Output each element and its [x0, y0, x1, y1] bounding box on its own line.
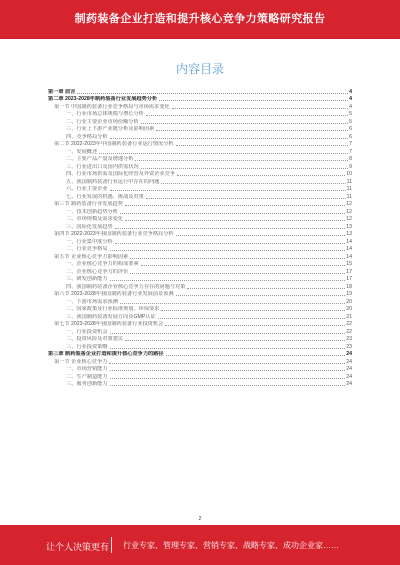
toc-entry-label: 三、我国制药装备发展方向及GMP认证	[66, 313, 156, 320]
toc-entry-page: 19	[346, 291, 352, 297]
toc-entry-label: 二、主要产品产量及增速分析	[66, 156, 134, 162]
toc-leader-dots	[176, 235, 346, 236]
toc-entry-label: 三、研发创新能力	[66, 276, 108, 282]
toc-entry-label: 三、服务创新能力	[66, 381, 108, 387]
toc-entry-page: 7	[349, 141, 352, 147]
toc-leader-dots	[141, 168, 348, 169]
toc-entry-page: 4	[349, 103, 352, 110]
toc-entry-label: 二、行业竞争格局	[66, 246, 108, 252]
toc-entry-page: 6	[349, 133, 352, 140]
toc-entry-label: 四、行业市场供需及国际化经营及外资企业竞争	[66, 171, 175, 177]
toc-entry[interactable]	[48, 88, 352, 96]
toc-leader-dots	[110, 280, 346, 281]
toc-leader-dots	[166, 355, 346, 356]
toc-entry-label: 第四节 2022-2023年我国制药装备行业竞争格局分析	[54, 231, 174, 237]
toc-entry-label: 三、行业投资策略	[66, 343, 108, 350]
toc-entry[interactable]	[48, 133, 352, 141]
toc-entry[interactable]	[48, 238, 352, 246]
toc-entry[interactable]	[48, 216, 352, 224]
toc-entry-page: 9	[349, 163, 352, 170]
toc-leader-dots	[115, 243, 346, 244]
toc-entry-label: 二、生产制造能力	[66, 373, 108, 380]
toc-entry-page: 17	[346, 268, 352, 275]
toc-entry-page: 14	[346, 253, 352, 260]
toc-entry-page: 11	[346, 193, 352, 200]
toc-entry[interactable]	[48, 268, 352, 276]
toc-entry[interactable]	[48, 118, 352, 126]
toc-entry[interactable]	[48, 283, 352, 291]
toc-entry[interactable]	[48, 306, 352, 314]
toc-leader-dots	[110, 370, 346, 371]
toc-entry[interactable]	[48, 328, 352, 336]
toc-entry[interactable]	[48, 193, 352, 201]
toc-leader-dots	[159, 100, 348, 101]
toc-entry-label: 五、我国制药装备行业运行中存在的问题	[66, 178, 160, 185]
toc-entry-page: 5	[349, 111, 352, 117]
toc-leader-dots	[177, 175, 345, 176]
toc-entry-page: 24	[346, 358, 352, 365]
toc-entry[interactable]	[48, 351, 352, 359]
toc-entry-page: 10	[346, 171, 352, 177]
toc-entry-page: 11	[346, 186, 352, 192]
toc-entry-page: 11	[346, 178, 352, 185]
toc-entry-page: 14	[346, 246, 352, 252]
toc-entry-label: 第一节 企业核心竞争力	[54, 358, 108, 365]
toc-entry-label: 二、市场规模及需求变化	[66, 216, 124, 222]
toc-leader-dots	[176, 145, 348, 146]
toc-entry[interactable]	[48, 171, 352, 179]
toc-entry[interactable]	[48, 343, 352, 351]
toc-entry[interactable]	[48, 178, 352, 186]
toc-entry-page: 23	[346, 336, 352, 342]
toc-entry[interactable]	[48, 186, 352, 194]
toc-entry-page: 20	[346, 306, 352, 312]
toc-entry[interactable]	[48, 261, 352, 269]
toc-entry-label: 第五节 企业核心竞争力影响因素	[54, 253, 129, 260]
toc-leader-dots	[141, 265, 346, 266]
toc-entry[interactable]	[48, 298, 352, 306]
toc-entry[interactable]	[48, 276, 352, 284]
footer-bar	[0, 525, 400, 565]
toc-leader-dots	[176, 295, 346, 296]
toc-entry-page: 24	[346, 381, 352, 387]
toc-entry-label: 第三章 制药装备企业打造和提升核心竞争力的路径	[48, 351, 164, 357]
toc-leader-dots	[130, 273, 345, 274]
toc-entry-label: 第六节 2023-2028年我国制药装备行业发展前景预测	[54, 291, 174, 297]
toc-entry[interactable]	[48, 156, 352, 164]
toc-entry-page: 22	[346, 328, 352, 335]
toc-entry[interactable]	[48, 126, 352, 134]
toc-leader-dots	[172, 108, 349, 109]
toc-entry-label: 二、企业核心竞争力的评价	[66, 268, 129, 275]
toc-entry-label: 一、发展概述	[66, 148, 98, 155]
toc-entry[interactable]	[48, 321, 352, 329]
toc-leader-dots	[165, 325, 345, 326]
toc-leader-dots	[109, 363, 345, 364]
toc-entry-page: 4	[349, 88, 352, 95]
report-title: 制药装备企业打造和提升核心竞争力策略研究报告	[74, 13, 326, 25]
footer-divider	[111, 537, 112, 553]
toc-leader-dots	[161, 310, 345, 311]
toc-entry-page: 18	[346, 283, 352, 290]
toc-entry[interactable]	[48, 313, 352, 321]
toc-entry-page: 5	[349, 118, 352, 125]
toc-entry-label: 三、行业进出口及国内供需状况	[66, 163, 139, 170]
toc-entry-page: 13	[346, 223, 352, 230]
toc-entry-label: 一、市场营销能力	[66, 366, 108, 372]
toc-entry-label: 三、行业上下游产业链分析及影响因素	[66, 126, 155, 132]
toc-entry-label: 第一节 中国制药装备行业竞争格局与市场需求变化	[54, 103, 170, 110]
toc-entry-label: 一、企业核心竞争力的构成要素	[66, 261, 139, 267]
toc-leader-dots	[110, 190, 346, 191]
toc-leader-dots	[110, 378, 346, 379]
toc-leader-dots	[141, 123, 348, 124]
toc-entry-label: 一、下游市场需求预测	[66, 298, 118, 305]
toc-entry-page: 15	[346, 261, 352, 267]
toc-entry[interactable]	[48, 373, 352, 381]
table-of-contents	[48, 88, 352, 388]
toc-entry-page: 24	[346, 373, 352, 380]
toc-entry-page: 20	[346, 298, 352, 305]
toc-leader-dots	[125, 220, 345, 221]
toc-entry-page: 17	[346, 276, 352, 282]
toc-entry-label: 第三节 制药装备行业发展趋势	[54, 201, 123, 207]
footer-experts: 行业专家、管理专家、营销专家、战略专家、成功企业家……	[123, 541, 339, 550]
toc-entry-label: 六、行业主要企业	[66, 186, 108, 192]
toc-entry[interactable]	[48, 223, 352, 231]
toc-leader-dots	[146, 198, 346, 199]
toc-leader-dots	[110, 333, 346, 334]
toc-entry-label: 第一章 前言	[48, 88, 76, 95]
toc-leader-dots	[161, 183, 345, 184]
toc-entry-label: 二、投资风险及对策建议	[66, 336, 124, 342]
toc-entry-page: 8	[349, 156, 352, 162]
toc-entry[interactable]	[48, 336, 352, 344]
toc-entry-label: 七、行业发展的机遇、挑战及对策	[66, 193, 144, 200]
toc-entry-page: 21	[346, 313, 352, 320]
toc-entry-page: 24	[346, 351, 352, 357]
toc-leader-dots	[77, 93, 348, 94]
toc-leader-dots	[130, 258, 345, 259]
toc-entry-page: 7	[349, 148, 352, 155]
toc-leader-dots	[110, 250, 346, 251]
toc-entry-label: 第七节 2023-2028年我国制药装备行业投资机会	[54, 321, 164, 327]
toc-leader-dots	[158, 318, 346, 319]
toc-entry[interactable]	[48, 208, 352, 216]
toc-leader-dots	[120, 303, 345, 304]
toc-entry-label: 一、行业市场总体规模与增长分析	[66, 111, 144, 117]
toc-entry-page: 14	[346, 238, 352, 245]
toc-entry[interactable]	[48, 103, 352, 111]
toc-entry[interactable]	[48, 358, 352, 366]
toc-entry[interactable]	[48, 231, 352, 239]
toc-entry-page: 13	[346, 231, 352, 237]
toc-entry[interactable]	[48, 253, 352, 261]
toc-entry[interactable]	[48, 201, 352, 209]
toc-entry[interactable]	[48, 148, 352, 156]
toc-entry[interactable]	[48, 366, 352, 374]
toc-entry-page: 12	[346, 216, 352, 222]
toc-entry-label: 第二节 2022-2023年中国制药装备行业运行情况分析	[54, 141, 174, 147]
toc-leader-dots	[187, 288, 345, 289]
toc-entry-label: 二、行业主要企业市场份额分析	[66, 118, 139, 125]
toc-leader-dots	[110, 348, 346, 349]
page-number: 2	[198, 516, 202, 522]
toc-entry[interactable]	[48, 246, 352, 254]
toc-entry-page: 23	[346, 343, 352, 350]
toc-entry-page: 12	[346, 201, 352, 207]
toc-leader-dots	[135, 160, 348, 161]
toc-entry-label: 第二章 2023-2028年制药装备行业发展趋势分析	[48, 96, 158, 102]
toc-entry-page: 4	[349, 96, 352, 102]
toc-entry-page: 24	[346, 366, 352, 372]
toc-entry-label: 四、竞争格局分析	[66, 133, 108, 140]
toc-entry-page: 22	[346, 321, 352, 327]
toc-leader-dots	[146, 115, 348, 116]
toc-heading: 内容目录	[175, 62, 224, 76]
toc-entry-label: 一、行业投资机会	[66, 328, 108, 335]
toc-entry[interactable]	[48, 291, 352, 299]
toc-leader-dots	[110, 138, 349, 139]
toc-entry[interactable]	[48, 111, 352, 119]
toc-leader-dots	[120, 213, 345, 214]
toc-leader-dots	[156, 130, 348, 131]
footer-slogan: 让个人决策更有	[46, 542, 110, 552]
toc-entry[interactable]	[48, 163, 352, 171]
toc-leader-dots	[115, 228, 346, 229]
toc-entry-page: 12	[346, 208, 352, 215]
toc-entry-label: 二、国家政策及行业标准规划、环保要求	[66, 306, 160, 312]
toc-entry[interactable]	[48, 96, 352, 104]
toc-leader-dots	[110, 385, 346, 386]
header-bar	[0, 0, 400, 39]
toc-entry-label: 一、行业集中度分析	[66, 238, 113, 245]
toc-entry[interactable]	[48, 141, 352, 149]
toc-leader-dots	[125, 340, 345, 341]
toc-leader-dots	[99, 153, 348, 154]
toc-leader-dots	[125, 205, 345, 206]
toc-entry[interactable]	[48, 381, 352, 389]
toc-entry-label: 四、我国制药装备企业核心竞争力存在的问题与对策	[66, 283, 186, 290]
toc-entry-label: 三、国际化发展趋势	[66, 223, 113, 230]
toc-entry-page: 6	[349, 126, 352, 132]
toc-entry-label: 一、技术创新趋势分析	[66, 208, 118, 215]
